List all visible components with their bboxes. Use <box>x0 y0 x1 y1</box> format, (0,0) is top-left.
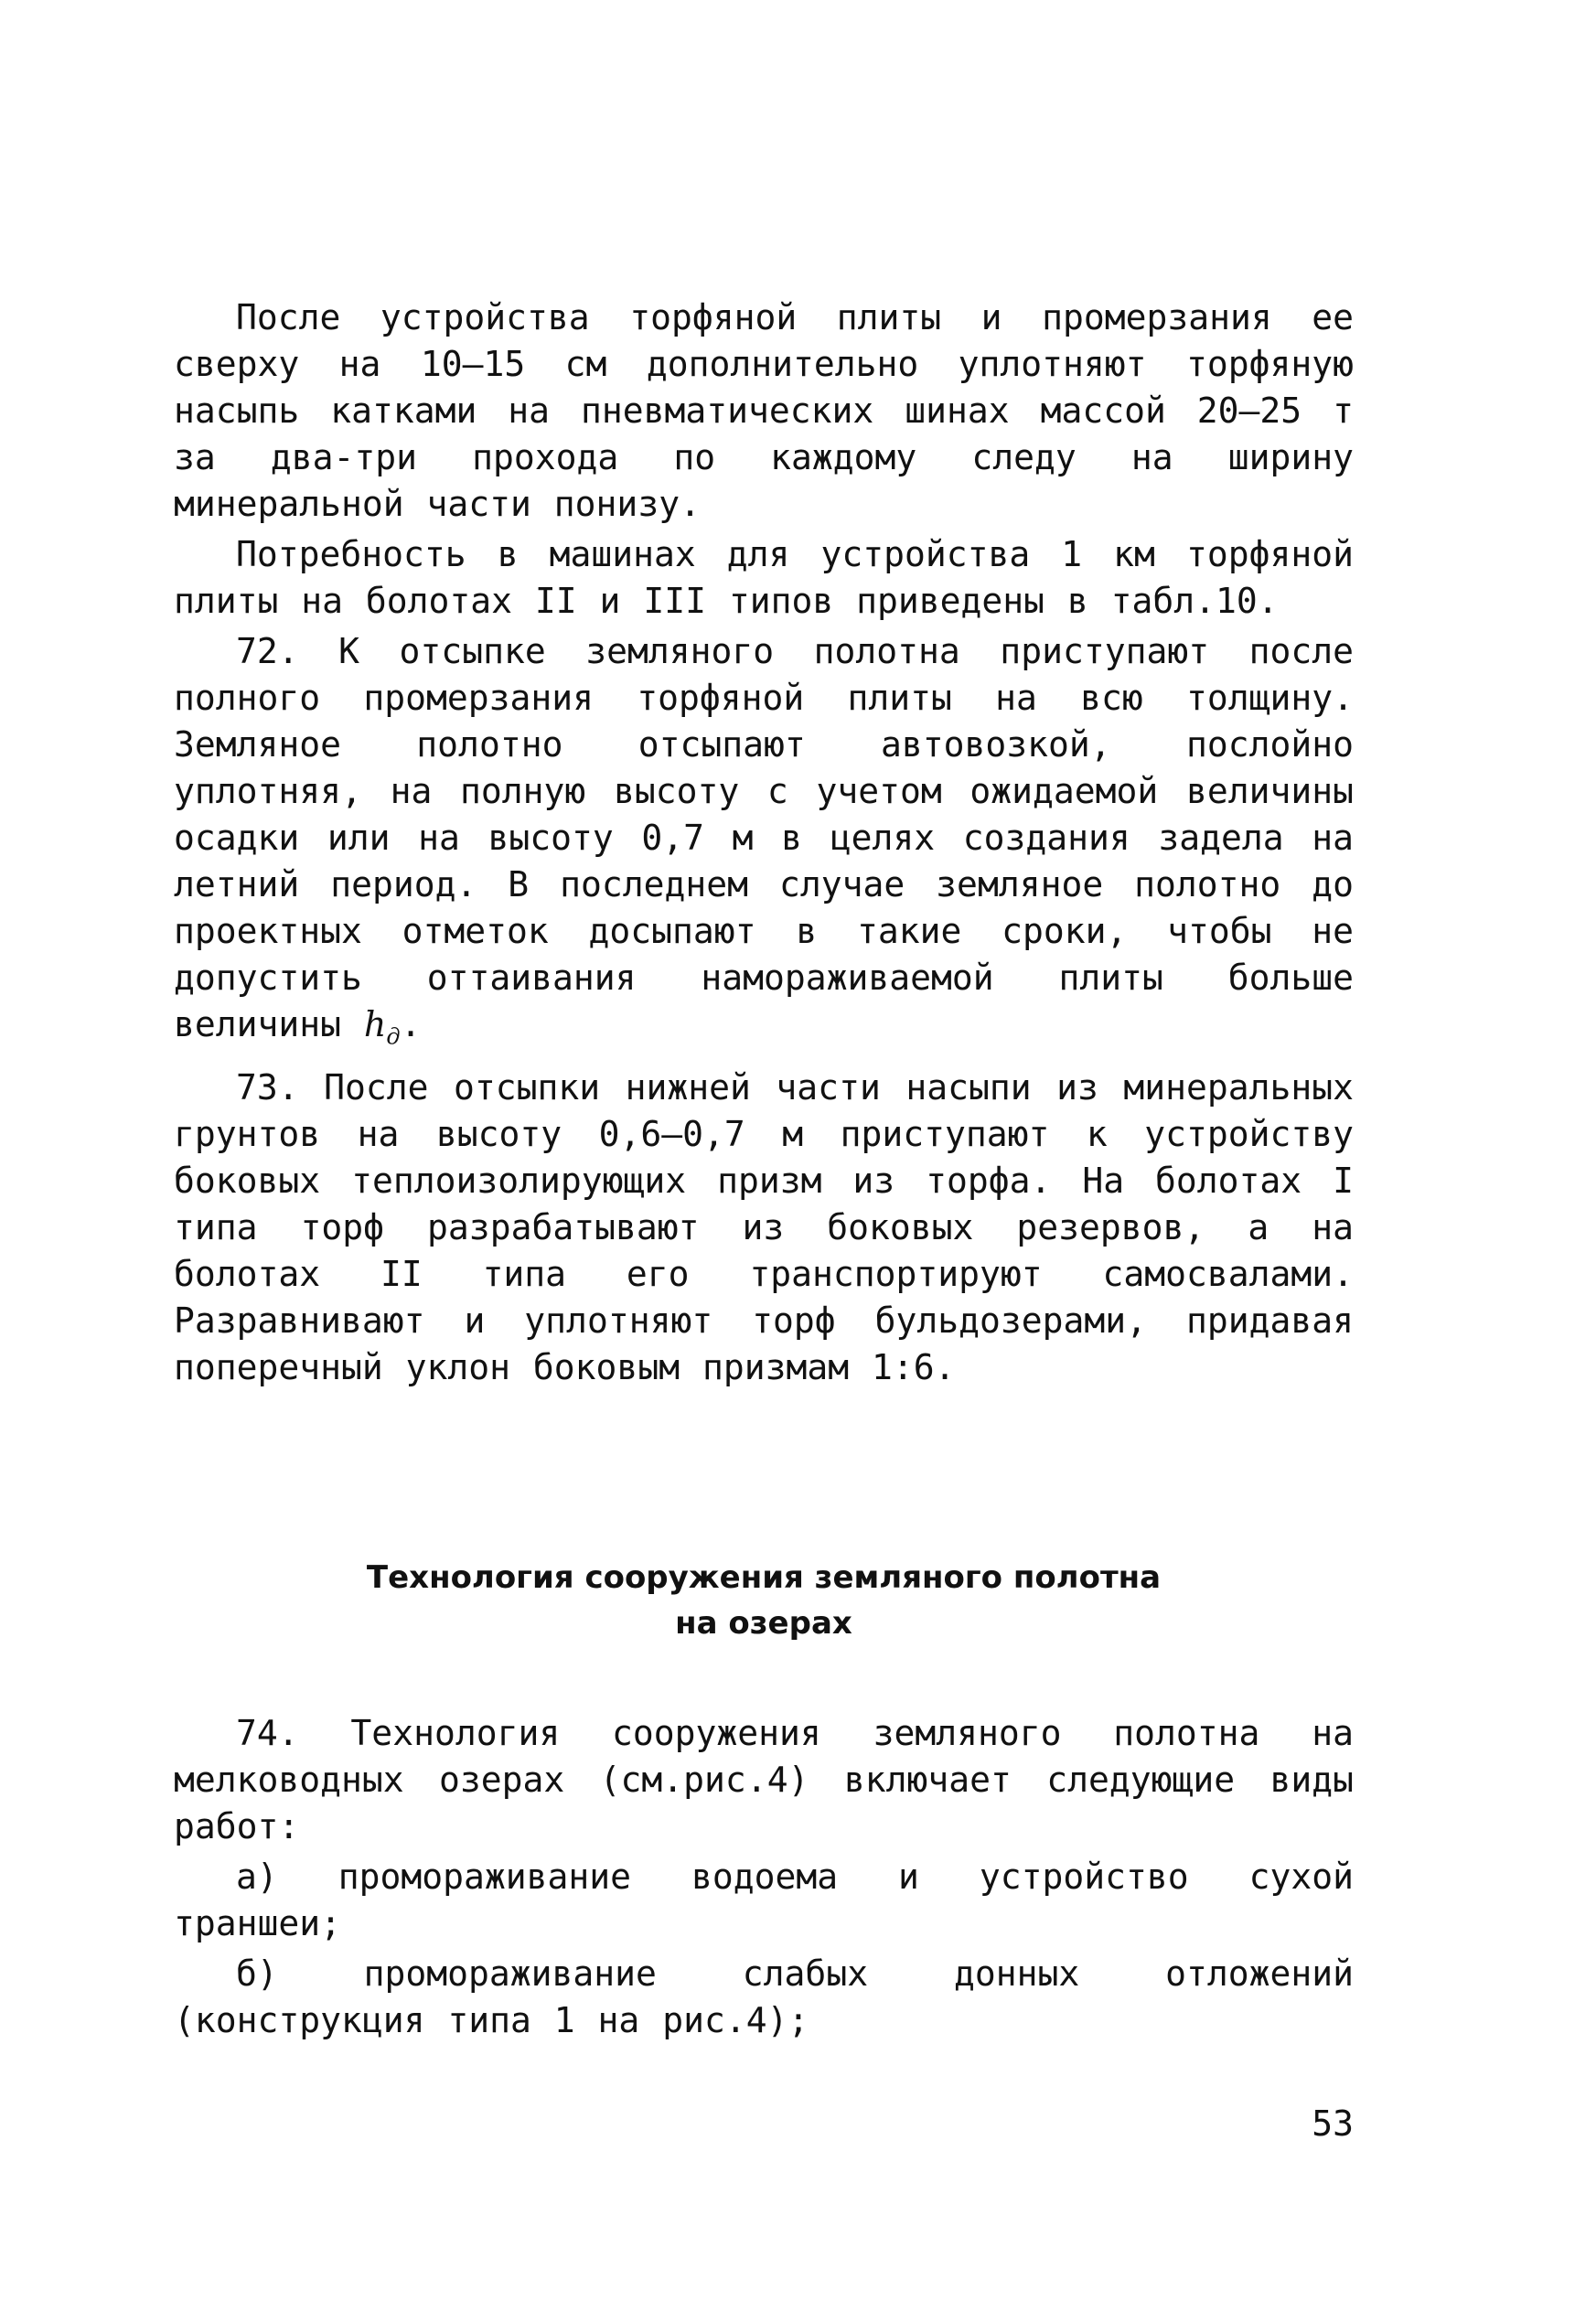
paragraph-73: 73. После отсыпки нижней части насыпи из минеральных грунтов на высоту 0,6–0,7 м приступают к устройству боковых теплоизолирующих призм из торфа. На болотах I типа торф разрабатывают из боковых резервов, а на болотах II типа его транспортируют самосвалами. Разравнивают и уплотняют торф бульдозерами, придавая поперечный уклон боковым призмам 1:6. <box>174 1066 1354 1387</box>
list-item-b: б) промораживание слабых донных отложений (конструкция типа 1 на рис.4); <box>174 1953 1354 2040</box>
paragraph-72-end: . <box>400 1004 422 1044</box>
thaw-depth-symbol-base: h <box>363 1004 387 1044</box>
section-heading-line-1: Технология сооружения земляного полотна <box>366 1559 1162 1596</box>
thaw-depth-symbol <box>363 1004 401 1050</box>
paragraph-machine-requirements: Потребность в машинах для устройства 1 км торфяной плиты на болотах II и III типов приведены в табл.10. <box>174 534 1354 621</box>
paragraph-peat-slab-compaction: После устройства торфяной плиты и промерзания ее сверху на 10–15 см дополнительно уплотняют торфяную насыпь катками на пневматических шинах массой 20–25 т за два-три прохода по каждому следу на ширину минеральной части понизу. <box>174 297 1354 524</box>
text-section-top <box>174 294 1354 1395</box>
thaw-depth-symbol-subscript: д <box>386 1023 401 1050</box>
section-heading-line-2: на озерах <box>675 1605 852 1642</box>
section-heading <box>174 1555 1354 1646</box>
paragraph-72-text: 72. К отсыпке земляного полотна приступают после полного промерзания торфяной плиты на всю толщину. Земляное полотно отсыпают автовозкой, послойно уплотняя, на полную высоту с учетом ожидаемой величины осадки или на высоту 0,7 м в целях создания задела на летний период. В последнем случае земляное полотно до проектных отметок досыпают в такие сроки, чтобы не допустить оттаивания намораживаемой плиты больше величины <box>174 631 1354 1044</box>
text-section-bottom <box>174 1710 1354 2048</box>
paragraph-72 <box>174 628 1354 1061</box>
paragraph-74: 74. Технология сооружения земляного полотна на мелководных озерах (см.рис.4) включает следующие виды работ: <box>174 1713 1354 1846</box>
list-item-a: а) промораживание водоема и устройство сухой траншеи; <box>174 1857 1354 1943</box>
page-number: 53 <box>1312 2103 1354 2144</box>
